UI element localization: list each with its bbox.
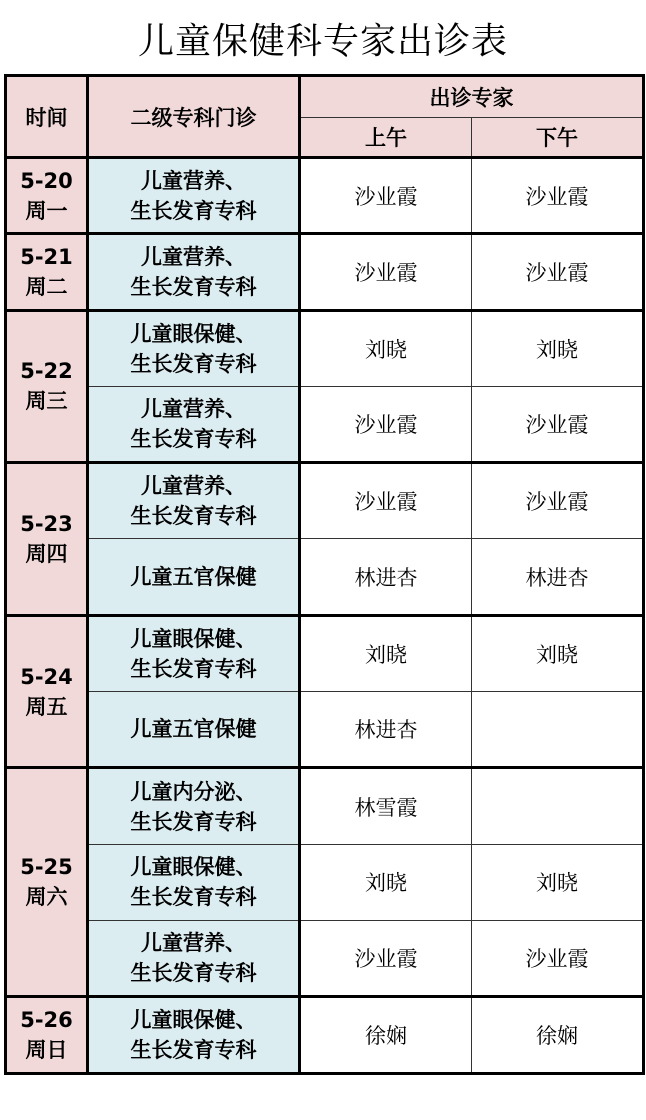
specialty-line: 生长发育专科	[130, 504, 257, 529]
afternoon-doctor-cell	[472, 768, 644, 844]
morning-doctor-cell: 沙业霞	[300, 386, 472, 462]
date-cell	[6, 615, 88, 768]
specialty-cell	[88, 158, 300, 234]
weekday-label: 周一	[25, 198, 68, 223]
morning-doctor-cell: 徐娴	[300, 997, 472, 1073]
specialty-line: 儿童营养、	[141, 931, 246, 956]
date-label: 5-21	[20, 244, 73, 269]
afternoon-doctor-cell: 刘晓	[472, 844, 644, 920]
specialty-line: 生长发育专科	[130, 885, 257, 910]
header-afternoon: 下午	[472, 118, 644, 158]
page-title: 儿童保健科专家出诊表	[137, 21, 508, 62]
specialty-cell	[88, 768, 300, 844]
morning-doctor-cell: 林进杏	[300, 692, 472, 768]
afternoon-doctor-cell: 沙业霞	[472, 463, 644, 539]
morning-doctor-cell: 沙业霞	[300, 158, 472, 234]
weekday-label: 周三	[25, 389, 68, 414]
specialty-line: 儿童营养、	[141, 168, 246, 193]
weekday-label: 周四	[25, 541, 68, 566]
afternoon-doctor-cell: 林进杏	[472, 539, 644, 615]
specialty-cell	[88, 692, 300, 768]
specialty-line: 生长发育专科	[130, 1037, 257, 1062]
afternoon-doctor-cell	[472, 692, 644, 768]
morning-doctor-cell: 沙业霞	[300, 920, 472, 996]
specialty-line: 儿童眼保健、	[130, 1007, 257, 1032]
morning-doctor-cell: 林雪霞	[300, 768, 472, 844]
morning-doctor-cell: 刘晓	[300, 310, 472, 386]
schedule-row	[6, 997, 644, 1073]
date-cell	[6, 158, 88, 234]
specialty-line: 儿童内分泌、	[130, 779, 257, 804]
schedule-row	[6, 158, 644, 234]
schedule-row	[6, 920, 644, 996]
weekday-label: 周二	[25, 274, 68, 299]
specialty-line: 生长发育专科	[130, 274, 257, 299]
date-cell	[6, 997, 88, 1073]
afternoon-doctor-cell: 刘晓	[472, 615, 644, 691]
date-cell	[6, 234, 88, 310]
weekday-label: 周日	[25, 1037, 68, 1062]
morning-doctor-cell: 刘晓	[300, 844, 472, 920]
specialty-line: 儿童五官保健	[130, 717, 257, 742]
specialty-line: 儿童营养、	[141, 474, 246, 499]
header-time: 时间	[6, 76, 88, 158]
afternoon-doctor-cell: 沙业霞	[472, 158, 644, 234]
afternoon-doctor-cell: 刘晓	[472, 310, 644, 386]
specialty-line: 生长发育专科	[130, 656, 257, 681]
specialty-line: 儿童眼保健、	[130, 626, 257, 651]
specialty-line: 儿童营养、	[141, 244, 246, 269]
specialty-line: 儿童眼保健、	[130, 855, 257, 880]
afternoon-doctor-cell: 徐娴	[472, 997, 644, 1073]
afternoon-doctor-cell: 沙业霞	[472, 386, 644, 462]
afternoon-doctor-cell: 沙业霞	[472, 234, 644, 310]
header-specialty: 二级专科门诊	[88, 76, 300, 158]
header-experts: 出诊专家	[300, 76, 644, 118]
schedule-row	[6, 234, 644, 310]
specialty-cell	[88, 920, 300, 996]
morning-doctor-cell: 沙业霞	[300, 463, 472, 539]
specialty-line: 生长发育专科	[130, 351, 257, 376]
schedule-row	[6, 386, 644, 462]
schedule-row	[6, 310, 644, 386]
specialty-cell	[88, 997, 300, 1073]
weekday-label: 周五	[25, 694, 68, 719]
date-cell	[6, 310, 88, 463]
date-label: 5-23	[20, 511, 73, 536]
specialty-line: 儿童眼保健、	[130, 321, 257, 346]
specialty-cell	[88, 386, 300, 462]
specialty-cell	[88, 539, 300, 615]
schedule-row	[6, 539, 644, 615]
date-cell	[6, 768, 88, 997]
specialty-line: 儿童营养、	[141, 397, 246, 422]
specialty-cell	[88, 310, 300, 386]
specialty-line: 生长发育专科	[130, 809, 257, 834]
morning-doctor-cell: 林进杏	[300, 539, 472, 615]
date-label: 5-22	[20, 359, 73, 384]
weekday-label: 周六	[25, 885, 68, 910]
date-label: 5-20	[20, 168, 73, 193]
header-morning: 上午	[300, 118, 472, 158]
specialty-line: 生长发育专科	[130, 427, 257, 452]
specialty-cell	[88, 844, 300, 920]
specialty-line: 生长发育专科	[130, 961, 257, 986]
date-label: 5-26	[20, 1007, 73, 1032]
date-cell	[6, 463, 88, 616]
date-label: 5-25	[20, 855, 73, 880]
schedule-row	[6, 844, 644, 920]
specialty-cell	[88, 463, 300, 539]
specialty-cell	[88, 615, 300, 691]
schedule-row	[6, 692, 644, 768]
specialty-cell	[88, 234, 300, 310]
schedule-table	[4, 74, 645, 1075]
afternoon-doctor-cell: 沙业霞	[472, 920, 644, 996]
specialty-line: 儿童五官保健	[130, 564, 257, 589]
specialty-line: 生长发育专科	[130, 198, 257, 223]
morning-doctor-cell: 沙业霞	[300, 234, 472, 310]
schedule-row	[6, 463, 644, 539]
morning-doctor-cell: 刘晓	[300, 615, 472, 691]
schedule-row	[6, 615, 644, 691]
date-label: 5-24	[20, 664, 73, 689]
schedule-row	[6, 768, 644, 844]
